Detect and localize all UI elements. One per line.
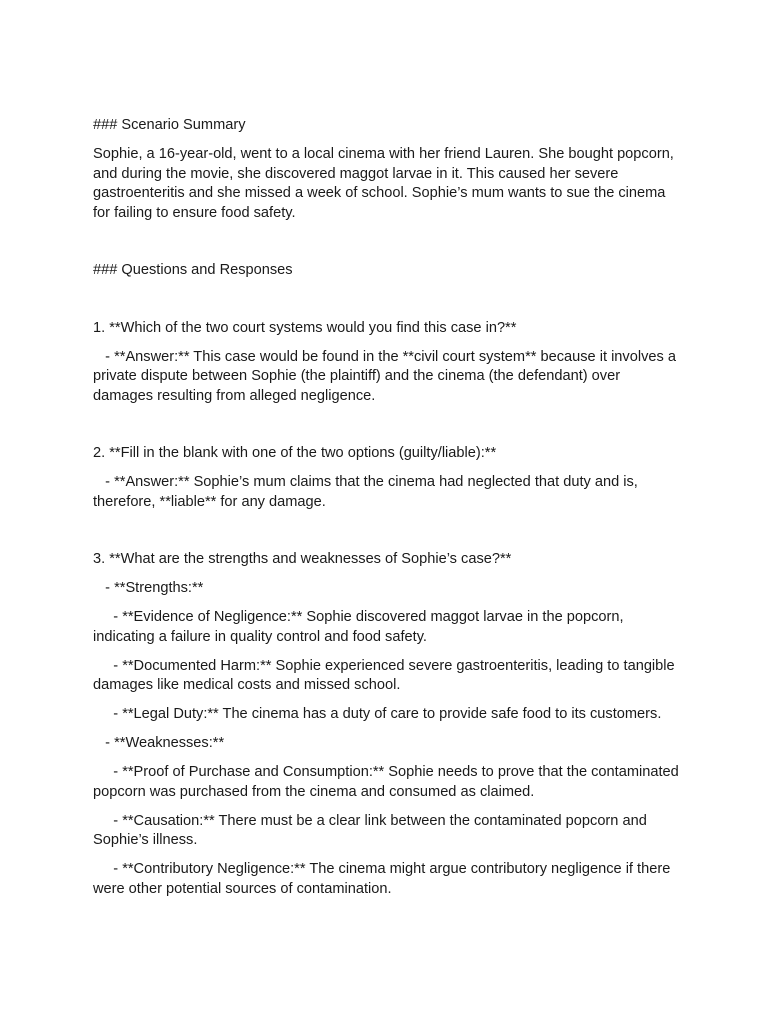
weaknesses-label: - **Weaknesses:** [93,735,225,751]
answer-2: - **Answer:** Sophie’s mum claims that the cinema had neglected that duty and is, therefore, **liable** for any damage. [93,474,642,510]
weakness-item: - **Contributory Negligence:** The cinema might argue contributory negligence if there were other potential sources of contamination. [93,861,675,897]
questions-responses-heading: ### Questions and Responses [93,262,293,278]
scenario-summary-heading: ### Scenario Summary [93,117,246,133]
strength-item: - **Documented Harm:** Sophie experienced severe gastroenteritis, leading to tangible damages like medical costs and missed school. [93,657,679,693]
question-2: 2. **Fill in the blank with one of the two options (guilty/liable):** [93,445,497,461]
document-page [93,116,683,909]
question-3: 3. **What are the strengths and weaknesses of Sophie’s case?** [93,551,512,567]
strengths-label: - **Strengths:** [93,580,204,596]
strength-item: - **Legal Duty:** The cinema has a duty of care to provide safe food to its customers. [93,706,662,722]
answer-1: - **Answer:** This case would be found in the **civil court system** because it involves a private dispute between Sophie (the plaintiff) and the cinema (the defendant) over damages resulting from alleged negligence. [93,348,681,404]
weakness-item: - **Proof of Purchase and Consumption:** Sophie needs to prove that the contaminated popcorn was purchased from the cinema and consumed as claimed. [93,764,683,800]
question-1: 1. **Which of the two court systems would you find this case in?** [93,319,517,336]
strength-item: - **Evidence of Negligence:** Sophie discovered maggot larvae in the popcorn, indicating a failure in quality control and food safety. [93,609,628,645]
weakness-item: - **Causation:** There must be a clear link between the contaminated popcorn and Sophie’s illness. [93,812,651,848]
scenario-summary-text: Sophie, a 16-year-old, went to a local cinema with her friend Lauren. She bought popcorn, and during the movie, she discovered maggot larvae in it. This caused her severe gastroenteritis and she missed a week of school. Sophie’s mum wants to sue the cinema for failing to ensure food safety. [93,146,678,221]
